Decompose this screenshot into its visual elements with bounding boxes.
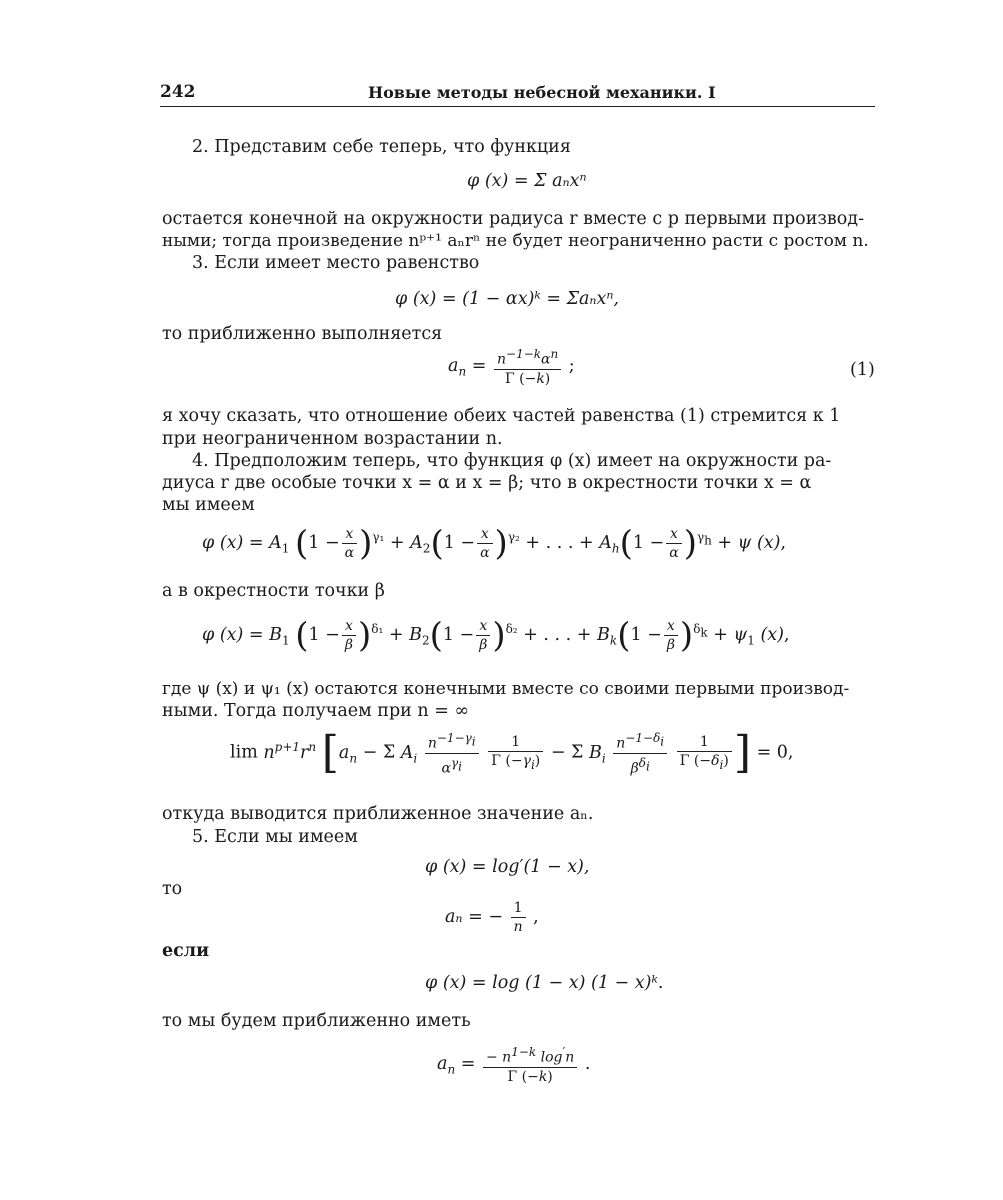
p4-line4: а в окрестности точки β: [162, 581, 385, 601]
p5-to: то: [162, 879, 183, 899]
p4-line3: мы имеем: [162, 495, 255, 515]
equation-1: $a_n$ = $\frac{n^{-1-k}\alpha^n}{\Gamma (-k)}$ ;: [448, 347, 575, 387]
p3-line1: 3. Если имеет место равенство: [192, 253, 480, 273]
page-number: 242: [160, 82, 196, 102]
running-title: Новые методы небесной механики. I: [368, 83, 716, 102]
running-header: [160, 82, 875, 104]
p4-line2: диуса r две особые точки x = α и x = β; что в окрестности точки x = α: [162, 473, 812, 493]
p4-line5: где ψ (x) и ψ₁ (x) остаются конечными вместе со своими первыми производ-: [162, 679, 850, 699]
p5-esli: если: [162, 941, 210, 961]
p4-line6: ными. Тогда получаем при n = ∞: [162, 701, 470, 721]
p3-formula: φ (x) = (1 − αx)ᵏ = Σaₙxⁿ,: [395, 289, 619, 309]
p3-line2: то приближенно выполняется: [162, 324, 443, 344]
p5-formula4: $a_n$ = $\frac{- n^{1-k} \log'n}{\Gamma (-k)}$ .: [437, 1045, 591, 1085]
equation-1-label: (1): [850, 360, 875, 380]
p2-line2: остается конечной на окружности радиуса r вместе с p первыми производ-: [162, 209, 864, 229]
p5-formula2: aₙ = − $\frac{1}{n}$ ,: [445, 900, 539, 935]
header-rule: [160, 106, 875, 107]
p3-line3: я хочу сказать, что отношение обеих частей равенства (1) стремится к 1: [162, 406, 841, 426]
p2-line1: 2. Представим себе теперь, что функция: [192, 137, 571, 157]
p4-line1: 4. Предположим теперь, что функция φ (x) имеет на окружности ра-: [192, 451, 832, 471]
p5-line1: 5. Если мы имеем: [192, 827, 358, 847]
p5-formula3: φ (x) = log (1 − x) (1 − x)ᵏ.: [425, 973, 664, 993]
p5-formula2-lhs: aₙ = −: [445, 907, 503, 927]
p5-formula1: φ (x) = log′(1 − x),: [425, 857, 590, 877]
expansion-alpha: φ $(x) = A_1$ (1 − $\frac{x}{\alpha}$ )$^{\gamma_1} + A_2(1$ − $\frac{x}{\alpha}$ )$^{\gamma_2}$ + . . . + $A_h(1$ − $\frac{x}{\alpha}$ )$^{\gamma_h}$ + ψ (x),: [202, 523, 787, 564]
p4-line7: откуда выводится приближенное значение aₙ.: [162, 804, 594, 824]
expansion-beta: φ $(x) = B_1$ (1 − $\frac{x}{\beta}$ )$^{\delta_1} + B_2(1$ − $\frac{x}{\beta}$ )$^{\delta_2}$ + . . . + $B_k(1$ − $\frac{x}{\beta}$ )$^{\delta_k} + \psi_1$ (x),: [202, 615, 790, 656]
p2-formula: φ (x) = Σ aₙxⁿ: [467, 171, 587, 191]
limit-equation: $\lim n^{p+1}r^n$ [$a_n - \Sigma$ $A_i$ $\frac{n^{-1-\gamma_i}}{\alpha^{\gamma_i}}$ $\frac{1}{\Gamma (-\gamma_i)}$ − Σ $B_i$ $\frac{n^{-1-\delta_i}}{\beta^{\delta_i}}$ $\frac{1}{\Gamma (-\delta_i)}$ ] = 0,: [230, 727, 794, 779]
p5-final-line: то мы будем приближенно иметь: [162, 1011, 471, 1031]
p2-line3: ными; тогда произведение nᵖ⁺¹ aₙrⁿ не будет неограниченно расти с ростом n.: [162, 231, 869, 251]
p3-line4: при неограниченном возрастании n.: [162, 429, 503, 449]
